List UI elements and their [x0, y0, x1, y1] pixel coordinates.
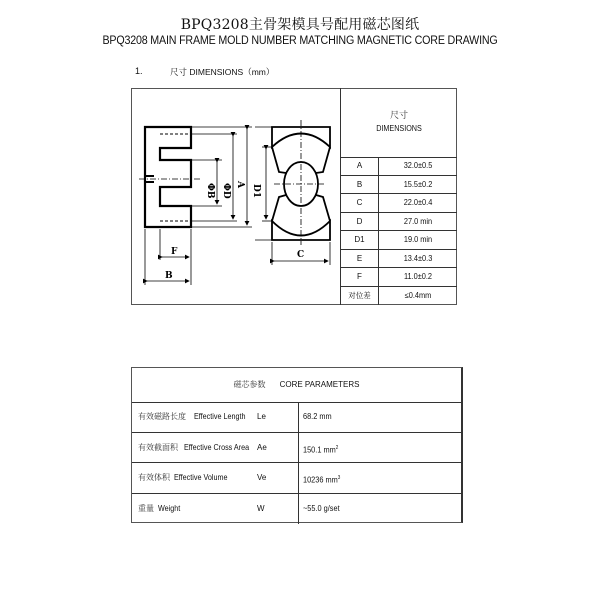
dimension-key: E [341, 250, 379, 268]
value-cell-divider [298, 463, 299, 493]
dimension-key: B [341, 176, 379, 194]
label-f: F [171, 247, 178, 257]
dimension-value: 32.0±0.5 [403, 161, 433, 170]
dimension-value: 19.0 min [403, 235, 433, 244]
core-header-en: CORE PARAMETERS [279, 380, 360, 389]
param-value: 150.1 $mm^2$ [303, 444, 339, 455]
label-d1: D1 [251, 184, 261, 199]
core-parameters-table [131, 367, 463, 523]
param-name-en: Effective Volume [174, 473, 228, 482]
label-c: C [297, 250, 305, 260]
dimensions-header-cn: 尺寸 [389, 111, 408, 121]
param-symbol: W [257, 503, 265, 513]
core-row-effective-volume [132, 463, 461, 494]
side-view [139, 127, 200, 227]
front-view [262, 127, 330, 240]
param-value: 10236 $mm^3$ [303, 475, 341, 485]
dimensions-header-en: DIMENSIONS [376, 124, 422, 133]
dimension-row-f [341, 268, 457, 287]
param-value: ~55.0 g/set [303, 503, 340, 513]
dimension-row-d [341, 213, 457, 232]
label-a: A [235, 181, 245, 188]
document-title-english: BPQ3208 MAIN FRAME MOLD NUMBER MATCHING MAGNETIC CORE DRAWING [102, 35, 498, 47]
dimensions-table-header [341, 88, 457, 158]
core-row-effective-length [132, 402, 461, 433]
dimension-value: ≤0.4mm [404, 290, 432, 300]
param-name-cn: 有效截面积 [138, 442, 178, 452]
dimension-value: 27.0 min [403, 216, 433, 226]
dimension-row-a [341, 157, 457, 176]
param-name-en: Weight [158, 503, 181, 513]
dimension-row-c [341, 194, 457, 213]
dimension-value: 15.5±0.2 [403, 179, 433, 189]
dimension-value: 11.0±0.2 [403, 272, 433, 281]
dimension-row-e [341, 250, 457, 269]
dimension-key: 对位差 [341, 287, 379, 306]
label-phi-b: ΦB [205, 183, 215, 199]
label-phi-d: ΦD [221, 183, 231, 199]
dimension-key: D [341, 213, 379, 231]
section-title: 尺寸 DIMENSIONS（mm） [170, 67, 275, 77]
dimension-row-d1 [341, 231, 457, 250]
dimension-row-b [341, 176, 457, 195]
param-value: 68.2 mm [303, 412, 332, 421]
dimension-key: F [341, 268, 379, 286]
label-b: B [165, 271, 173, 281]
param-name-cn: 有效体积 [138, 473, 170, 482]
param-name-en: Effective Length [194, 412, 246, 421]
core-row-effective-cross-area [132, 433, 461, 464]
param-symbol: Le [257, 412, 266, 421]
dimension-value: 13.4±0.3 [403, 253, 433, 263]
dimension-key: D1 [341, 231, 379, 249]
core-parameters-header [132, 368, 461, 403]
value-cell-divider [298, 402, 299, 432]
core-technical-drawing [132, 89, 340, 304]
dimension-value: 22.0±0.4 [403, 198, 433, 207]
param-name-en: Effective Cross Area [184, 442, 250, 452]
param-symbol: Ae [257, 442, 267, 452]
value-cell-divider [298, 494, 299, 525]
param-name-cn: 重量 [138, 503, 154, 513]
param-symbol: Ve [257, 473, 267, 482]
section-number: 1. [135, 66, 143, 76]
dimension-key: C [341, 194, 379, 212]
core-header-cn: 磁芯参数 [233, 380, 266, 389]
value-cell-divider [298, 433, 299, 463]
core-row-weight [132, 494, 461, 525]
document-title-chinese: BPQ3208主骨架模具号配用磁芯图纸 [180, 17, 420, 33]
dimensions-table [340, 88, 457, 305]
dimension-row-alignment [341, 287, 457, 306]
dimension-key: A [341, 157, 379, 175]
param-name-cn: 有效磁路长度 [138, 412, 186, 421]
